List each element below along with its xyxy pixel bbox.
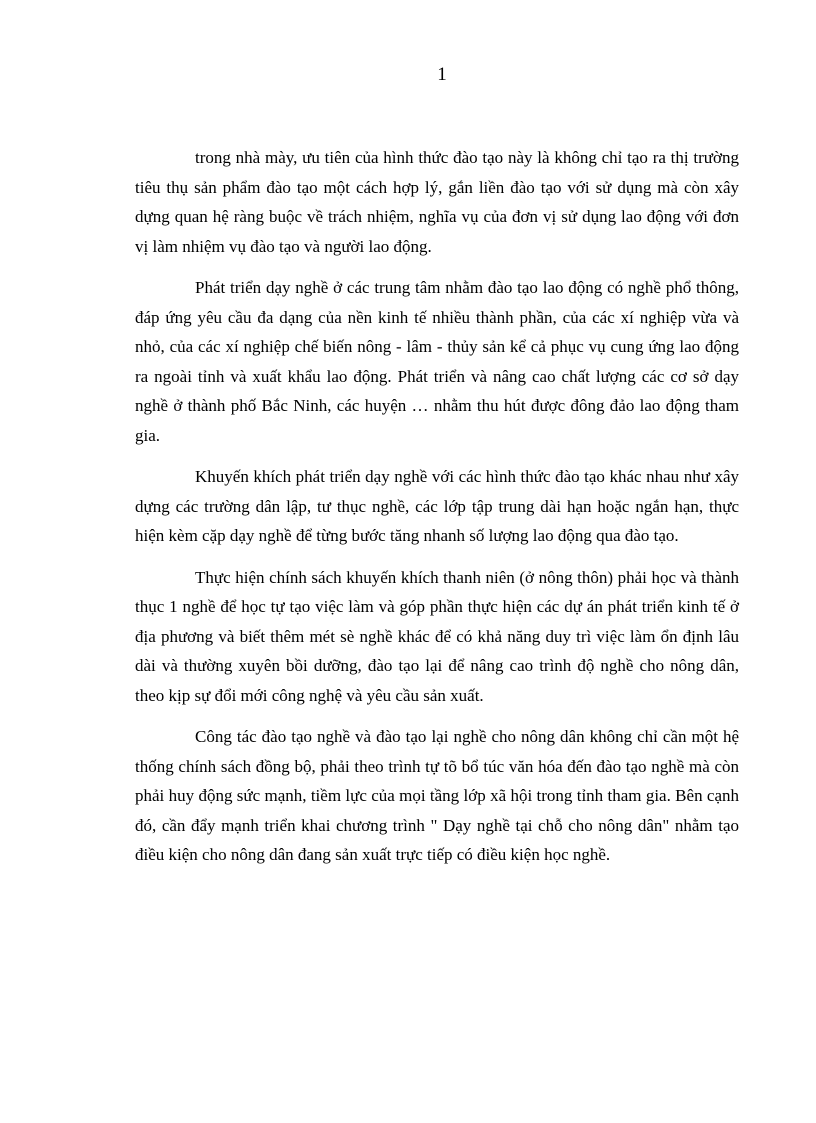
- paragraph-youth-policy: Thực hiện chính sách khuyến khích thanh niên (ở nông thôn) phải học và thành thục 1 nghề để học tự tạo việc làm và góp phần thực hiện các dự án phát triển kinh tế ở địa phương và biết thêm mét sè nghề khác để có khả năng duy trì việc làm ổn định lâu dài và thường xuyên bồi dưỡng, đào tạo lại để nâng cao trình độ nghề cho nông dân, theo kịp sự đổi mới công nghệ và yêu cầu sản xuất.: [135, 567, 739, 705]
- paragraph-vocational-centers: Phát triển dạy nghề ở các trung tâm nhằm đào tạo lao động có nghề phổ thông, đáp ứng yêu cầu đa dạng của nền kinh tế nhiều thành phần, của các xí nghiệp vừa và nhỏ, của các xí nghiệp chế biến nông - lâm - thủy sản kể cả phục vụ cung ứng lao động ra ngoài tỉnh và xuất khẩu lao động. Phát triển và nâng cao chất lượng các cơ sở dạy nghề ở thành phố Bắc Ninh, các huyện … nhằm thu hút được đông đảo lao động tham gia.: [135, 278, 739, 445]
- paragraph-continuation: trong nhà mày, ưu tiên của hình thức đào tạo này là không chỉ tạo ra thị trường tiêu thụ sản phẩm đào tạo một cách hợp lý, gắn liền đào tạo với sử dụng mà còn xây dựng quan hệ ràng buộc về trách nhiệm, nghĩa vụ của đơn vị sử dụng lao động với đơn vị làm nhiệm vụ đào tạo và người lao động.: [135, 148, 739, 256]
- page-number: 1: [437, 64, 447, 85]
- paragraph-farmer-training: Công tác đào tạo nghề và đào tạo lại nghề cho nông dân không chỉ cần một hệ thống chính sách đồng bộ, phải theo trình tự tõ bổ túc văn hóa đến đào tạo nghề mà còn phải huy động sức mạnh, tiềm lực của mọi tầng lớp xã hội trong tỉnh tham gia. Bên cạnh đó, cần đẩy mạnh triển khai chương trình " Dạy nghề tại chỗ cho nông dân" nhằm tạo điều kiện cho nông dân đang sản xuất trực tiếp có điều kiện học nghề.: [135, 727, 739, 864]
- document-body: [135, 143, 739, 882]
- paragraph-training-forms: Khuyến khích phát triển dạy nghề với các hình thức đào tạo khác nhau như xây dựng các trường dân lập, tư thục nghề, các lớp tập trung dài hạn hoặc ngắn hạn, thực hiện kèm cặp dạy nghề để từng bước tăng nhanh số lượng lao động qua đào tạo.: [135, 467, 739, 545]
